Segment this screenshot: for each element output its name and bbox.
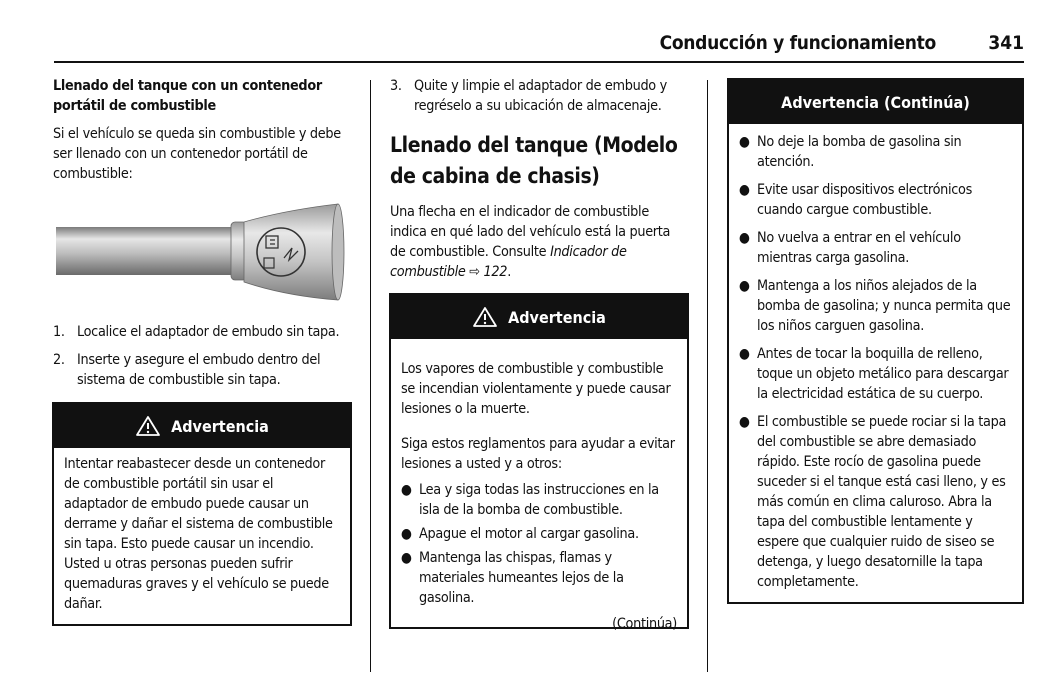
bullet-item	[739, 276, 1012, 336]
bullet-icon: ●	[739, 346, 750, 362]
funnel-adapter-illustration	[56, 200, 348, 306]
warning-body	[391, 339, 687, 642]
step-number: 2.	[53, 352, 65, 368]
warning-box	[52, 402, 352, 626]
bullet-text: Mantenga a los niños alejados de la bomba de gasolina; y nunca permita que los niños carguen gasolina.	[757, 278, 1011, 334]
warning-body	[729, 124, 1022, 600]
warning-paragraph: Los vapores de combustible y combustible se incendian violentamente y puede causar lesiones o la muerte.	[401, 361, 671, 418]
fuel-gauge-paragraph	[390, 202, 685, 282]
step-number: 1.	[53, 324, 65, 340]
warning-triangle-icon	[135, 415, 161, 437]
bullet-icon: ●	[401, 481, 412, 498]
warning-header	[729, 80, 1022, 124]
bullet-icon: ●	[739, 230, 750, 246]
bullet-icon: ●	[401, 525, 412, 542]
bullet-icon: ●	[401, 549, 412, 566]
bullet-icon: ●	[739, 414, 750, 430]
bullet-item	[739, 180, 1012, 220]
bullet-item	[739, 412, 1012, 592]
bullet-text: El combustible se puede rociar si la tapa del combustible se abre demasiado rápido. Este rocío de gasolina puede suceder si el tanque está casi lleno, y es más común en clima caluroso. Abra la tapa del combustible lentamente y espere que cualquier ruido de siseo se detenga, y luego desatornille la tapa completamente.	[757, 414, 1007, 590]
subheading: Llenado del tanque con un contenedor portátil de combustible	[53, 78, 322, 114]
step-text: Inserte y asegure el embudo dentro del sistema de combustible sin tapa.	[77, 352, 321, 388]
header-rule	[54, 61, 1024, 63]
warning-box-continued	[727, 78, 1024, 604]
bullet-text: No deje la bomba de gasolina sin atención.	[757, 134, 962, 170]
bullet-item	[401, 524, 677, 544]
reference-page: 122	[483, 264, 508, 280]
bullet-icon: ●	[739, 134, 750, 150]
bullet-text: Lea y siga todas las instrucciones en la isla de la bomba de combustible.	[419, 481, 659, 518]
section-title: Conducción y funcionamiento	[659, 32, 936, 54]
step-item	[53, 322, 353, 342]
column-divider-1	[370, 80, 371, 672]
step-item	[390, 76, 690, 116]
reference-arrow-icon: ⇨	[469, 264, 480, 280]
cross-reference-link[interactable]: Indicador de combustible	[390, 244, 627, 280]
bullet-text: Evite usar dispositivos electrónicos cuando cargue combustible.	[757, 182, 973, 218]
bullet-item	[401, 480, 677, 520]
step-number: 3.	[390, 78, 402, 94]
steps-list	[53, 322, 353, 390]
page-reference	[465, 264, 507, 280]
bullet-icon: ●	[739, 182, 750, 198]
bullet-item	[401, 548, 677, 608]
bullet-item	[739, 132, 1012, 172]
warning-title: Advertencia	[171, 416, 269, 436]
warning-box	[389, 293, 689, 632]
warning-triangle-icon	[472, 306, 498, 328]
step-text: Localice el adaptador de embudo sin tapa.	[77, 324, 340, 340]
page-header	[0, 30, 1024, 58]
paragraph-end: .	[507, 264, 511, 280]
page-number: 341	[988, 32, 1024, 54]
warning-header	[54, 404, 350, 448]
step-text: Quite y limpie el adaptador de embudo y regréselo a su ubicación de almacenaje.	[414, 78, 667, 114]
continued-label: (Continúa)	[612, 615, 677, 632]
bullet-icon: ●	[739, 278, 750, 294]
bullet-text: No vuelva a entrar en el vehículo mientras carga gasolina.	[757, 230, 961, 266]
section-heading: Llenado del tanque (Modelo de cabina de chasis)	[390, 133, 678, 188]
bullet-text: Apague el motor al cargar gasolina.	[419, 525, 639, 542]
column-divider-2	[707, 80, 708, 672]
column-1	[53, 76, 353, 184]
warning-title: Advertencia (Continúa)	[781, 92, 970, 112]
warning-paragraph: Siga estos reglamentos para ayudar a evitar lesiones a usted y a otros:	[401, 435, 675, 472]
warning-title: Advertencia	[508, 307, 606, 327]
bullet-item	[739, 344, 1012, 404]
warning-header	[391, 295, 687, 339]
warning-text: Intentar reabastecer desde un contenedor de combustible portátil sin usar el adaptador de embudo puede causar un derrame y dañar el sistema de combustible sin tapa. Esto puede causar un incendio. Usted u otras personas pueden sufrir quemaduras graves y el vehículo se puede dañar.	[64, 456, 333, 612]
step-item	[53, 350, 353, 390]
column-2	[390, 76, 690, 282]
bullet-item	[739, 228, 1012, 268]
bullet-text: Mantenga las chispas, flamas y materiales humeantes lejos de la gasolina.	[419, 549, 624, 606]
bullet-text: Antes de tocar la boquilla de relleno, toque un objeto metálico para descargar la electricidad estática de su cuerpo.	[757, 346, 1009, 402]
paragraph-text: Una flecha en el indicador de combustible indica en qué lado del vehículo está la puerta de combustible. Consulte	[390, 204, 671, 260]
intro-paragraph: Si el vehículo se queda sin combustible y debe ser llenado con un contenedor portátil de combustible:	[53, 126, 341, 182]
